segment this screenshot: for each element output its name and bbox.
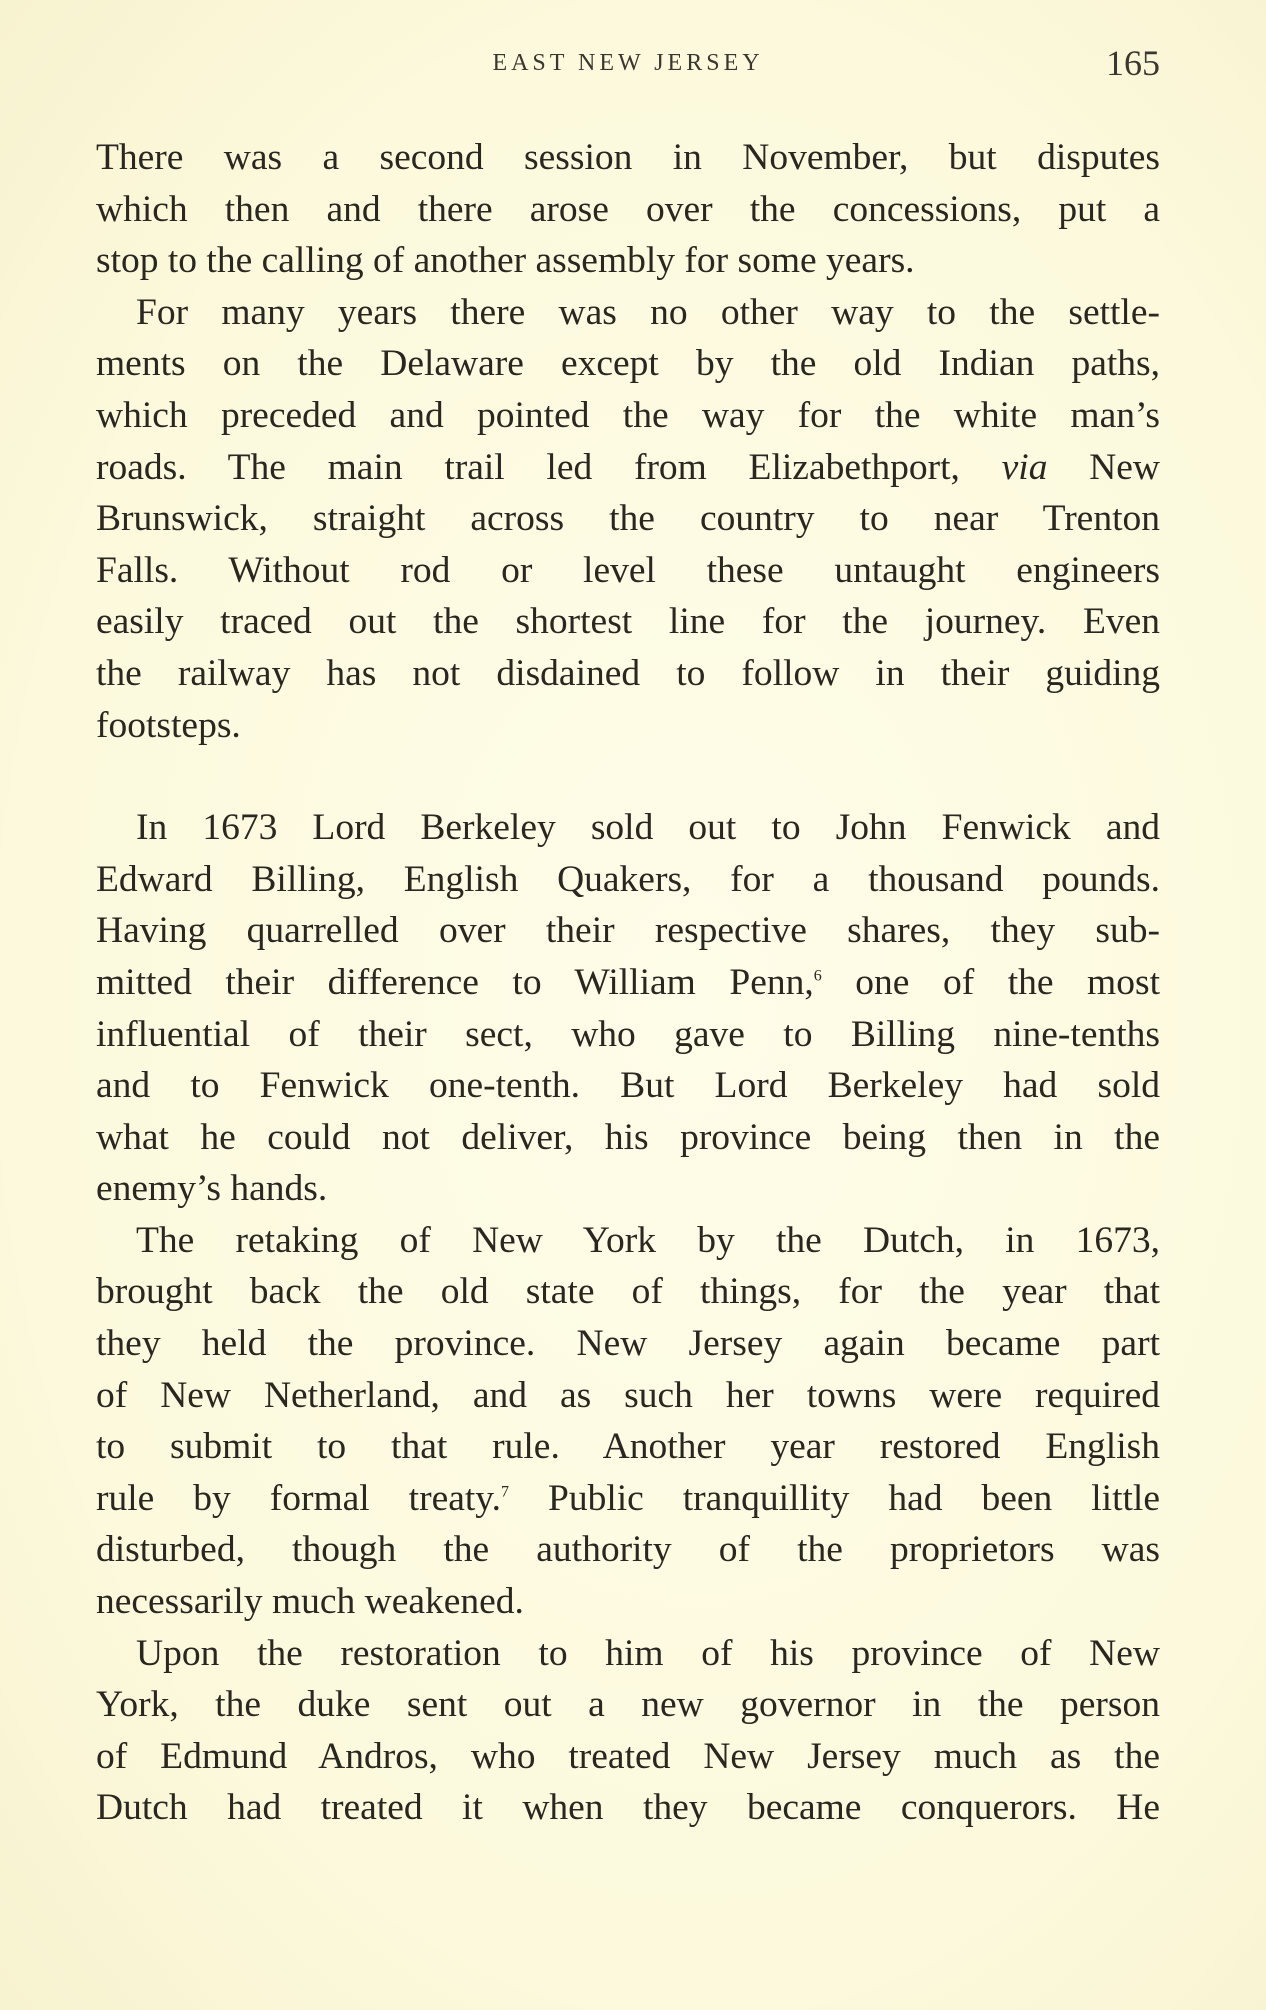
paragraph-3 xyxy=(96,802,1160,1215)
text-line: For many years there was no other way to the settle- xyxy=(136,291,1160,333)
running-head xyxy=(96,42,1160,92)
paragraph-2 xyxy=(96,287,1160,751)
text-line: Dutch had treated it when they became conquerors. He xyxy=(96,1787,1160,1829)
text-line: what he could not deliver, his province being then in the xyxy=(96,1116,1160,1158)
footnote-marker: 6 xyxy=(813,967,822,985)
text-line: Falls. Without rod or level these untaught engineers xyxy=(96,549,1160,591)
text-line xyxy=(96,1473,1160,1525)
paragraph-4 xyxy=(96,1215,1160,1628)
text-line: Having quarrelled over their respective shares, they sub- xyxy=(96,910,1160,952)
text-line: the railway has not disdained to follow in their guiding xyxy=(96,652,1160,694)
text-line: which then and there arose over the concessions, put a xyxy=(96,188,1160,230)
text-line: of New Netherland, and as such her towns were required xyxy=(96,1374,1160,1416)
text-segment: mitted their difference to William Penn, xyxy=(96,961,814,1003)
running-title: EAST NEW JERSEY xyxy=(492,50,764,76)
page-number: 165 xyxy=(1106,43,1160,83)
text-line: Upon the restoration to him of his province of New xyxy=(136,1632,1160,1674)
italic-via: via xyxy=(1001,446,1048,488)
paragraph-5 xyxy=(96,1628,1160,1834)
text-line: which preceded and pointed the way for the white man’s xyxy=(96,394,1160,436)
text-line: York, the duke sent out a new governor in the person xyxy=(96,1684,1160,1726)
footnote-marker: 7 xyxy=(500,1483,509,1501)
text-line: brought back the old state of things, for the year that xyxy=(96,1271,1160,1313)
text-segment: Public tranquillity had been little xyxy=(508,1477,1160,1519)
text-line: easily traced out the shortest line for the journey. Even xyxy=(96,601,1160,643)
text-line: necessarily much weakened. xyxy=(96,1581,524,1623)
section-gap xyxy=(96,751,1160,802)
paragraph-1 xyxy=(96,132,1160,287)
text-line: enemy’s hands. xyxy=(96,1168,328,1210)
text-line: of Edmund Andros, who treated New Jersey much as the xyxy=(96,1735,1160,1777)
text-line: Edward Billing, English Quakers, for a thousand pounds. xyxy=(96,858,1160,900)
text-line: There was a second session in November, but disputes xyxy=(96,137,1160,178)
text-line: disturbed, though the authority of the proprietors was xyxy=(96,1529,1160,1571)
text-line: footsteps. xyxy=(96,704,241,746)
text-segment: rule by formal treaty. xyxy=(96,1477,501,1519)
text-segment: one of the most xyxy=(821,961,1160,1003)
text-line: The retaking of New York by the Dutch, in 1673, xyxy=(136,1219,1160,1261)
text-line: influential of their sect, who gave to Billing nine-tenths xyxy=(96,1013,1160,1055)
text-line: In 1673 Lord Berkeley sold out to John Fenwick and xyxy=(136,807,1160,849)
body-text xyxy=(96,132,1160,1834)
text-line: stop to the calling of another assembly for some years. xyxy=(96,240,915,282)
text-line xyxy=(96,442,1160,494)
text-line: ments on the Delaware except by the old Indian paths, xyxy=(96,343,1160,385)
text-line: to submit to that rule. Another year restored English xyxy=(96,1426,1160,1468)
text-segment: roads. The main trail led from Elizabethport, xyxy=(96,446,1002,488)
text-line xyxy=(96,957,1160,1009)
text-line: they held the province. New Jersey again became part xyxy=(96,1323,1160,1365)
text-segment: New xyxy=(1047,446,1160,488)
text-line: Brunswick, straight across the country to near Trenton xyxy=(96,498,1160,540)
text-line: and to Fenwick one-tenth. But Lord Berkeley had sold xyxy=(96,1065,1160,1107)
